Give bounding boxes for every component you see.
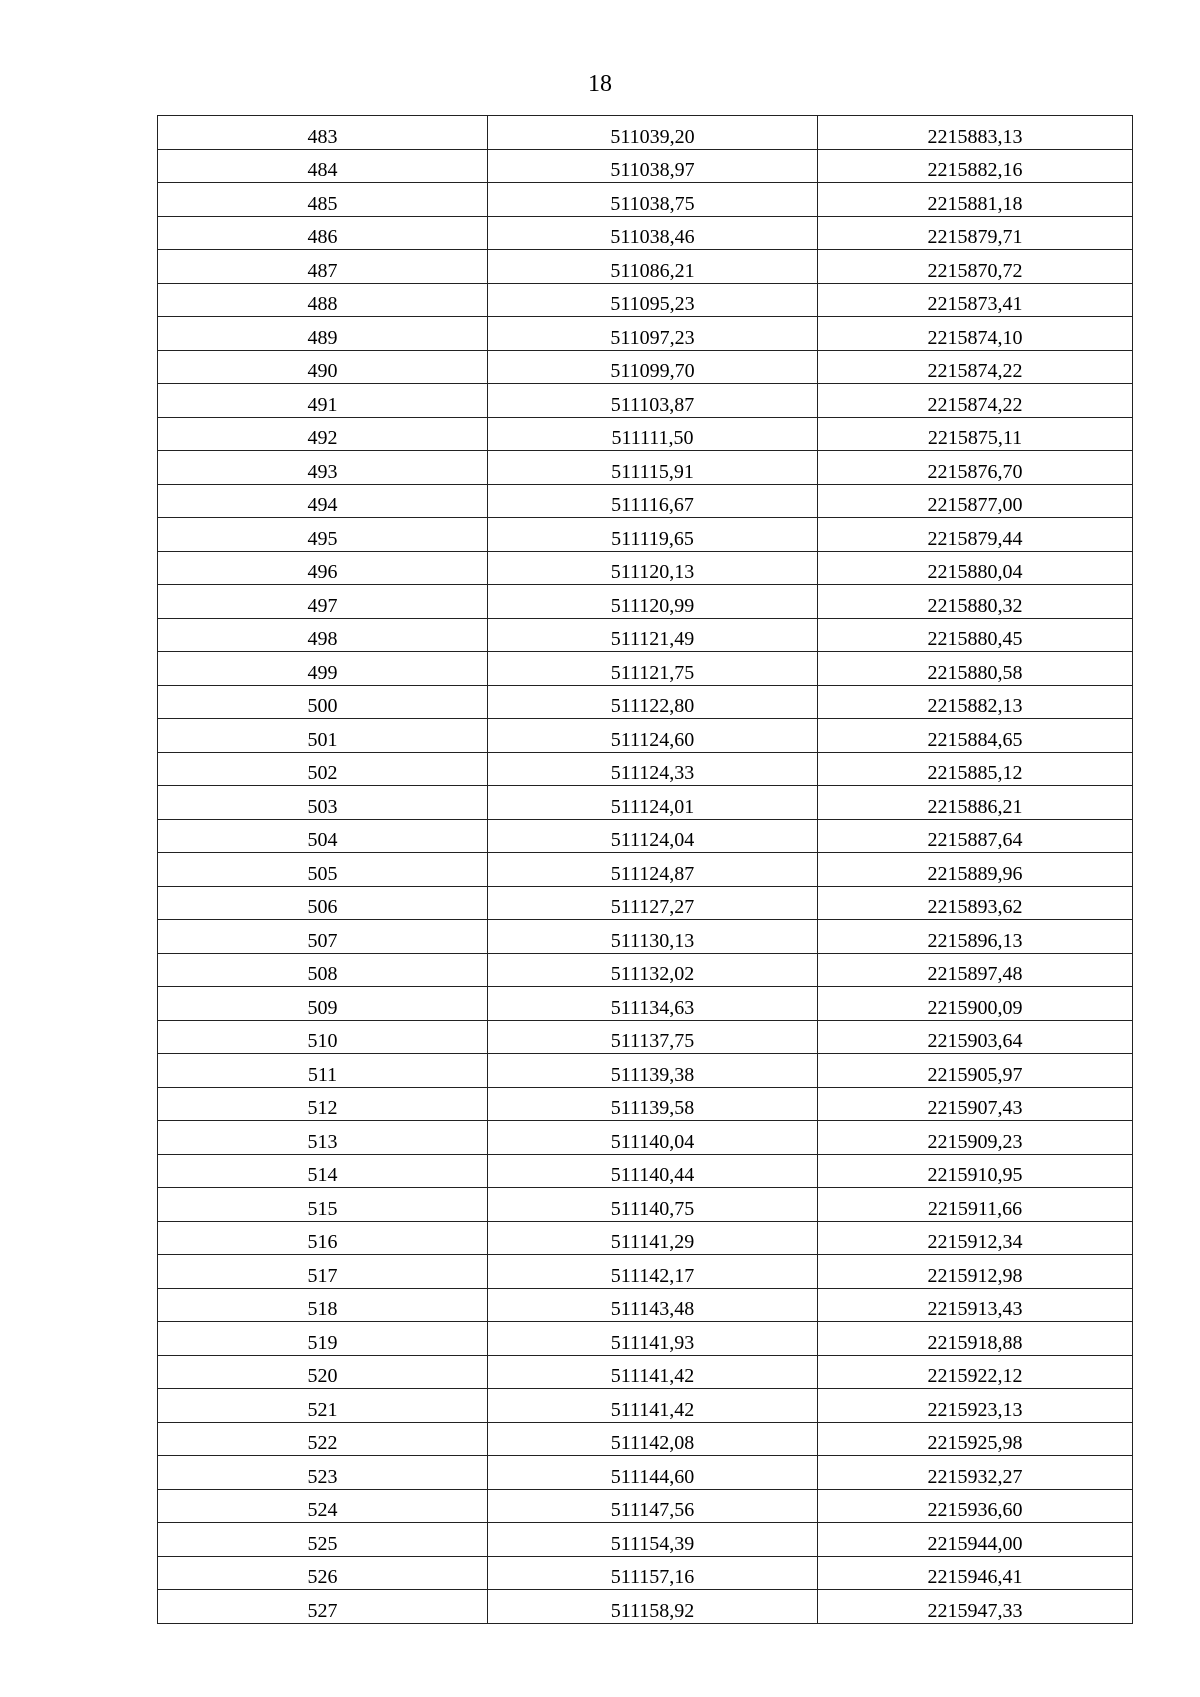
table-row bbox=[158, 752, 1133, 786]
x-coordinate-cell: 511122,80 bbox=[488, 685, 818, 719]
y-coordinate-cell: 2215880,04 bbox=[818, 551, 1133, 585]
y-coordinate-cell: 2215880,45 bbox=[818, 618, 1133, 652]
x-coordinate-cell: 511111,50 bbox=[488, 417, 818, 451]
point-number-cell: 487 bbox=[158, 250, 488, 284]
y-coordinate-cell: 2215910,95 bbox=[818, 1154, 1133, 1188]
x-coordinate-cell: 511132,02 bbox=[488, 953, 818, 987]
point-number-cell: 492 bbox=[158, 417, 488, 451]
y-coordinate-cell: 2215870,72 bbox=[818, 250, 1133, 284]
point-number-cell: 503 bbox=[158, 786, 488, 820]
point-number-cell: 523 bbox=[158, 1456, 488, 1490]
y-coordinate-cell: 2215877,00 bbox=[818, 484, 1133, 518]
y-coordinate-cell: 2215907,43 bbox=[818, 1087, 1133, 1121]
x-coordinate-cell: 511137,75 bbox=[488, 1020, 818, 1054]
x-coordinate-cell: 511141,93 bbox=[488, 1322, 818, 1356]
x-coordinate-cell: 511121,75 bbox=[488, 652, 818, 686]
y-coordinate-cell: 2215874,10 bbox=[818, 317, 1133, 351]
point-number-cell: 499 bbox=[158, 652, 488, 686]
x-coordinate-cell: 511120,13 bbox=[488, 551, 818, 585]
x-coordinate-cell: 511139,38 bbox=[488, 1054, 818, 1088]
y-coordinate-cell: 2215932,27 bbox=[818, 1456, 1133, 1490]
point-number-cell: 509 bbox=[158, 987, 488, 1021]
y-coordinate-cell: 2215893,62 bbox=[818, 886, 1133, 920]
table-row bbox=[158, 853, 1133, 887]
y-coordinate-cell: 2215887,64 bbox=[818, 819, 1133, 853]
point-number-cell: 520 bbox=[158, 1355, 488, 1389]
coordinates-table-body bbox=[158, 116, 1133, 1624]
table-row bbox=[158, 551, 1133, 585]
point-number-cell: 484 bbox=[158, 149, 488, 183]
x-coordinate-cell: 511130,13 bbox=[488, 920, 818, 954]
x-coordinate-cell: 511124,60 bbox=[488, 719, 818, 753]
x-coordinate-cell: 511124,87 bbox=[488, 853, 818, 887]
y-coordinate-cell: 2215909,23 bbox=[818, 1121, 1133, 1155]
table-row bbox=[158, 1288, 1133, 1322]
table-row bbox=[158, 216, 1133, 250]
table-row bbox=[158, 1590, 1133, 1624]
table-row bbox=[158, 417, 1133, 451]
point-number-cell: 497 bbox=[158, 585, 488, 619]
point-number-cell: 527 bbox=[158, 1590, 488, 1624]
x-coordinate-cell: 511141,29 bbox=[488, 1221, 818, 1255]
x-coordinate-cell: 511038,97 bbox=[488, 149, 818, 183]
x-coordinate-cell: 511099,70 bbox=[488, 350, 818, 384]
x-coordinate-cell: 511121,49 bbox=[488, 618, 818, 652]
point-number-cell: 513 bbox=[158, 1121, 488, 1155]
table-row bbox=[158, 953, 1133, 987]
y-coordinate-cell: 2215885,12 bbox=[818, 752, 1133, 786]
table-row bbox=[158, 786, 1133, 820]
point-number-cell: 507 bbox=[158, 920, 488, 954]
table-row bbox=[158, 1188, 1133, 1222]
table-row bbox=[158, 1121, 1133, 1155]
point-number-cell: 504 bbox=[158, 819, 488, 853]
y-coordinate-cell: 2215912,98 bbox=[818, 1255, 1133, 1289]
x-coordinate-cell: 511141,42 bbox=[488, 1389, 818, 1423]
y-coordinate-cell: 2215923,13 bbox=[818, 1389, 1133, 1423]
y-coordinate-cell: 2215944,00 bbox=[818, 1523, 1133, 1557]
point-number-cell: 522 bbox=[158, 1422, 488, 1456]
point-number-cell: 501 bbox=[158, 719, 488, 753]
x-coordinate-cell: 511140,04 bbox=[488, 1121, 818, 1155]
y-coordinate-cell: 2215900,09 bbox=[818, 987, 1133, 1021]
x-coordinate-cell: 511154,39 bbox=[488, 1523, 818, 1557]
y-coordinate-cell: 2215882,16 bbox=[818, 149, 1133, 183]
point-number-cell: 498 bbox=[158, 618, 488, 652]
coordinates-table bbox=[157, 115, 1133, 1624]
point-number-cell: 516 bbox=[158, 1221, 488, 1255]
table-row bbox=[158, 1054, 1133, 1088]
y-coordinate-cell: 2215897,48 bbox=[818, 953, 1133, 987]
x-coordinate-cell: 511124,01 bbox=[488, 786, 818, 820]
table-row bbox=[158, 819, 1133, 853]
y-coordinate-cell: 2215880,32 bbox=[818, 585, 1133, 619]
x-coordinate-cell: 511038,46 bbox=[488, 216, 818, 250]
table-row bbox=[158, 451, 1133, 485]
y-coordinate-cell: 2215883,13 bbox=[818, 116, 1133, 150]
y-coordinate-cell: 2215881,18 bbox=[818, 183, 1133, 217]
x-coordinate-cell: 511097,23 bbox=[488, 317, 818, 351]
point-number-cell: 521 bbox=[158, 1389, 488, 1423]
x-coordinate-cell: 511120,99 bbox=[488, 585, 818, 619]
y-coordinate-cell: 2215918,88 bbox=[818, 1322, 1133, 1356]
point-number-cell: 494 bbox=[158, 484, 488, 518]
table-row bbox=[158, 1523, 1133, 1557]
table-row bbox=[158, 719, 1133, 753]
table-row bbox=[158, 886, 1133, 920]
point-number-cell: 488 bbox=[158, 283, 488, 317]
x-coordinate-cell: 511127,27 bbox=[488, 886, 818, 920]
x-coordinate-cell: 511147,56 bbox=[488, 1489, 818, 1523]
table-row bbox=[158, 1154, 1133, 1188]
point-number-cell: 519 bbox=[158, 1322, 488, 1356]
x-coordinate-cell: 511157,16 bbox=[488, 1556, 818, 1590]
y-coordinate-cell: 2215879,71 bbox=[818, 216, 1133, 250]
point-number-cell: 524 bbox=[158, 1489, 488, 1523]
y-coordinate-cell: 2215874,22 bbox=[818, 350, 1133, 384]
x-coordinate-cell: 511115,91 bbox=[488, 451, 818, 485]
table-row bbox=[158, 1020, 1133, 1054]
y-coordinate-cell: 2215912,34 bbox=[818, 1221, 1133, 1255]
table-row bbox=[158, 618, 1133, 652]
table-row bbox=[158, 1322, 1133, 1356]
x-coordinate-cell: 511141,42 bbox=[488, 1355, 818, 1389]
x-coordinate-cell: 511116,67 bbox=[488, 484, 818, 518]
y-coordinate-cell: 2215903,64 bbox=[818, 1020, 1133, 1054]
y-coordinate-cell: 2215886,21 bbox=[818, 786, 1133, 820]
y-coordinate-cell: 2215947,33 bbox=[818, 1590, 1133, 1624]
point-number-cell: 483 bbox=[158, 116, 488, 150]
x-coordinate-cell: 511139,58 bbox=[488, 1087, 818, 1121]
table-row bbox=[158, 1422, 1133, 1456]
x-coordinate-cell: 511124,33 bbox=[488, 752, 818, 786]
point-number-cell: 500 bbox=[158, 685, 488, 719]
point-number-cell: 491 bbox=[158, 384, 488, 418]
y-coordinate-cell: 2215884,65 bbox=[818, 719, 1133, 753]
point-number-cell: 511 bbox=[158, 1054, 488, 1088]
point-number-cell: 506 bbox=[158, 886, 488, 920]
table-row bbox=[158, 1087, 1133, 1121]
table-row bbox=[158, 283, 1133, 317]
y-coordinate-cell: 2215946,41 bbox=[818, 1556, 1133, 1590]
table-row bbox=[158, 183, 1133, 217]
point-number-cell: 496 bbox=[158, 551, 488, 585]
x-coordinate-cell: 511143,48 bbox=[488, 1288, 818, 1322]
x-coordinate-cell: 511142,08 bbox=[488, 1422, 818, 1456]
table-row bbox=[158, 1221, 1133, 1255]
point-number-cell: 514 bbox=[158, 1154, 488, 1188]
y-coordinate-cell: 2215905,97 bbox=[818, 1054, 1133, 1088]
table-row bbox=[158, 317, 1133, 351]
x-coordinate-cell: 511086,21 bbox=[488, 250, 818, 284]
table-row bbox=[158, 384, 1133, 418]
y-coordinate-cell: 2215925,98 bbox=[818, 1422, 1133, 1456]
x-coordinate-cell: 511119,65 bbox=[488, 518, 818, 552]
page-number: 18 bbox=[588, 71, 612, 97]
table-row bbox=[158, 1389, 1133, 1423]
x-coordinate-cell: 511140,75 bbox=[488, 1188, 818, 1222]
table-row bbox=[158, 1556, 1133, 1590]
table-row bbox=[158, 1456, 1133, 1490]
y-coordinate-cell: 2215879,44 bbox=[818, 518, 1133, 552]
point-number-cell: 495 bbox=[158, 518, 488, 552]
table-row bbox=[158, 652, 1133, 686]
table-row bbox=[158, 685, 1133, 719]
point-number-cell: 510 bbox=[158, 1020, 488, 1054]
table-row bbox=[158, 1355, 1133, 1389]
x-coordinate-cell: 511134,63 bbox=[488, 987, 818, 1021]
y-coordinate-cell: 2215874,22 bbox=[818, 384, 1133, 418]
x-coordinate-cell: 511142,17 bbox=[488, 1255, 818, 1289]
table-row bbox=[158, 350, 1133, 384]
y-coordinate-cell: 2215911,66 bbox=[818, 1188, 1133, 1222]
table-row bbox=[158, 1489, 1133, 1523]
table-row bbox=[158, 920, 1133, 954]
y-coordinate-cell: 2215889,96 bbox=[818, 853, 1133, 887]
y-coordinate-cell: 2215922,12 bbox=[818, 1355, 1133, 1389]
point-number-cell: 525 bbox=[158, 1523, 488, 1557]
point-number-cell: 486 bbox=[158, 216, 488, 250]
point-number-cell: 515 bbox=[158, 1188, 488, 1222]
y-coordinate-cell: 2215875,11 bbox=[818, 417, 1133, 451]
point-number-cell: 490 bbox=[158, 350, 488, 384]
table-row bbox=[158, 518, 1133, 552]
table-row bbox=[158, 250, 1133, 284]
x-coordinate-cell: 511140,44 bbox=[488, 1154, 818, 1188]
point-number-cell: 502 bbox=[158, 752, 488, 786]
x-coordinate-cell: 511158,92 bbox=[488, 1590, 818, 1624]
point-number-cell: 485 bbox=[158, 183, 488, 217]
table-row bbox=[158, 1255, 1133, 1289]
y-coordinate-cell: 2215913,43 bbox=[818, 1288, 1133, 1322]
y-coordinate-cell: 2215896,13 bbox=[818, 920, 1133, 954]
table-row bbox=[158, 149, 1133, 183]
table-row bbox=[158, 484, 1133, 518]
y-coordinate-cell: 2215876,70 bbox=[818, 451, 1133, 485]
point-number-cell: 505 bbox=[158, 853, 488, 887]
point-number-cell: 518 bbox=[158, 1288, 488, 1322]
point-number-cell: 512 bbox=[158, 1087, 488, 1121]
table-row bbox=[158, 116, 1133, 150]
y-coordinate-cell: 2215873,41 bbox=[818, 283, 1133, 317]
point-number-cell: 508 bbox=[158, 953, 488, 987]
x-coordinate-cell: 511038,75 bbox=[488, 183, 818, 217]
point-number-cell: 517 bbox=[158, 1255, 488, 1289]
point-number-cell: 526 bbox=[158, 1556, 488, 1590]
table-row bbox=[158, 987, 1133, 1021]
table-row bbox=[158, 585, 1133, 619]
x-coordinate-cell: 511039,20 bbox=[488, 116, 818, 150]
x-coordinate-cell: 511144,60 bbox=[488, 1456, 818, 1490]
point-number-cell: 493 bbox=[158, 451, 488, 485]
point-number-cell: 489 bbox=[158, 317, 488, 351]
x-coordinate-cell: 511124,04 bbox=[488, 819, 818, 853]
y-coordinate-cell: 2215882,13 bbox=[818, 685, 1133, 719]
x-coordinate-cell: 511103,87 bbox=[488, 384, 818, 418]
y-coordinate-cell: 2215936,60 bbox=[818, 1489, 1133, 1523]
y-coordinate-cell: 2215880,58 bbox=[818, 652, 1133, 686]
x-coordinate-cell: 511095,23 bbox=[488, 283, 818, 317]
